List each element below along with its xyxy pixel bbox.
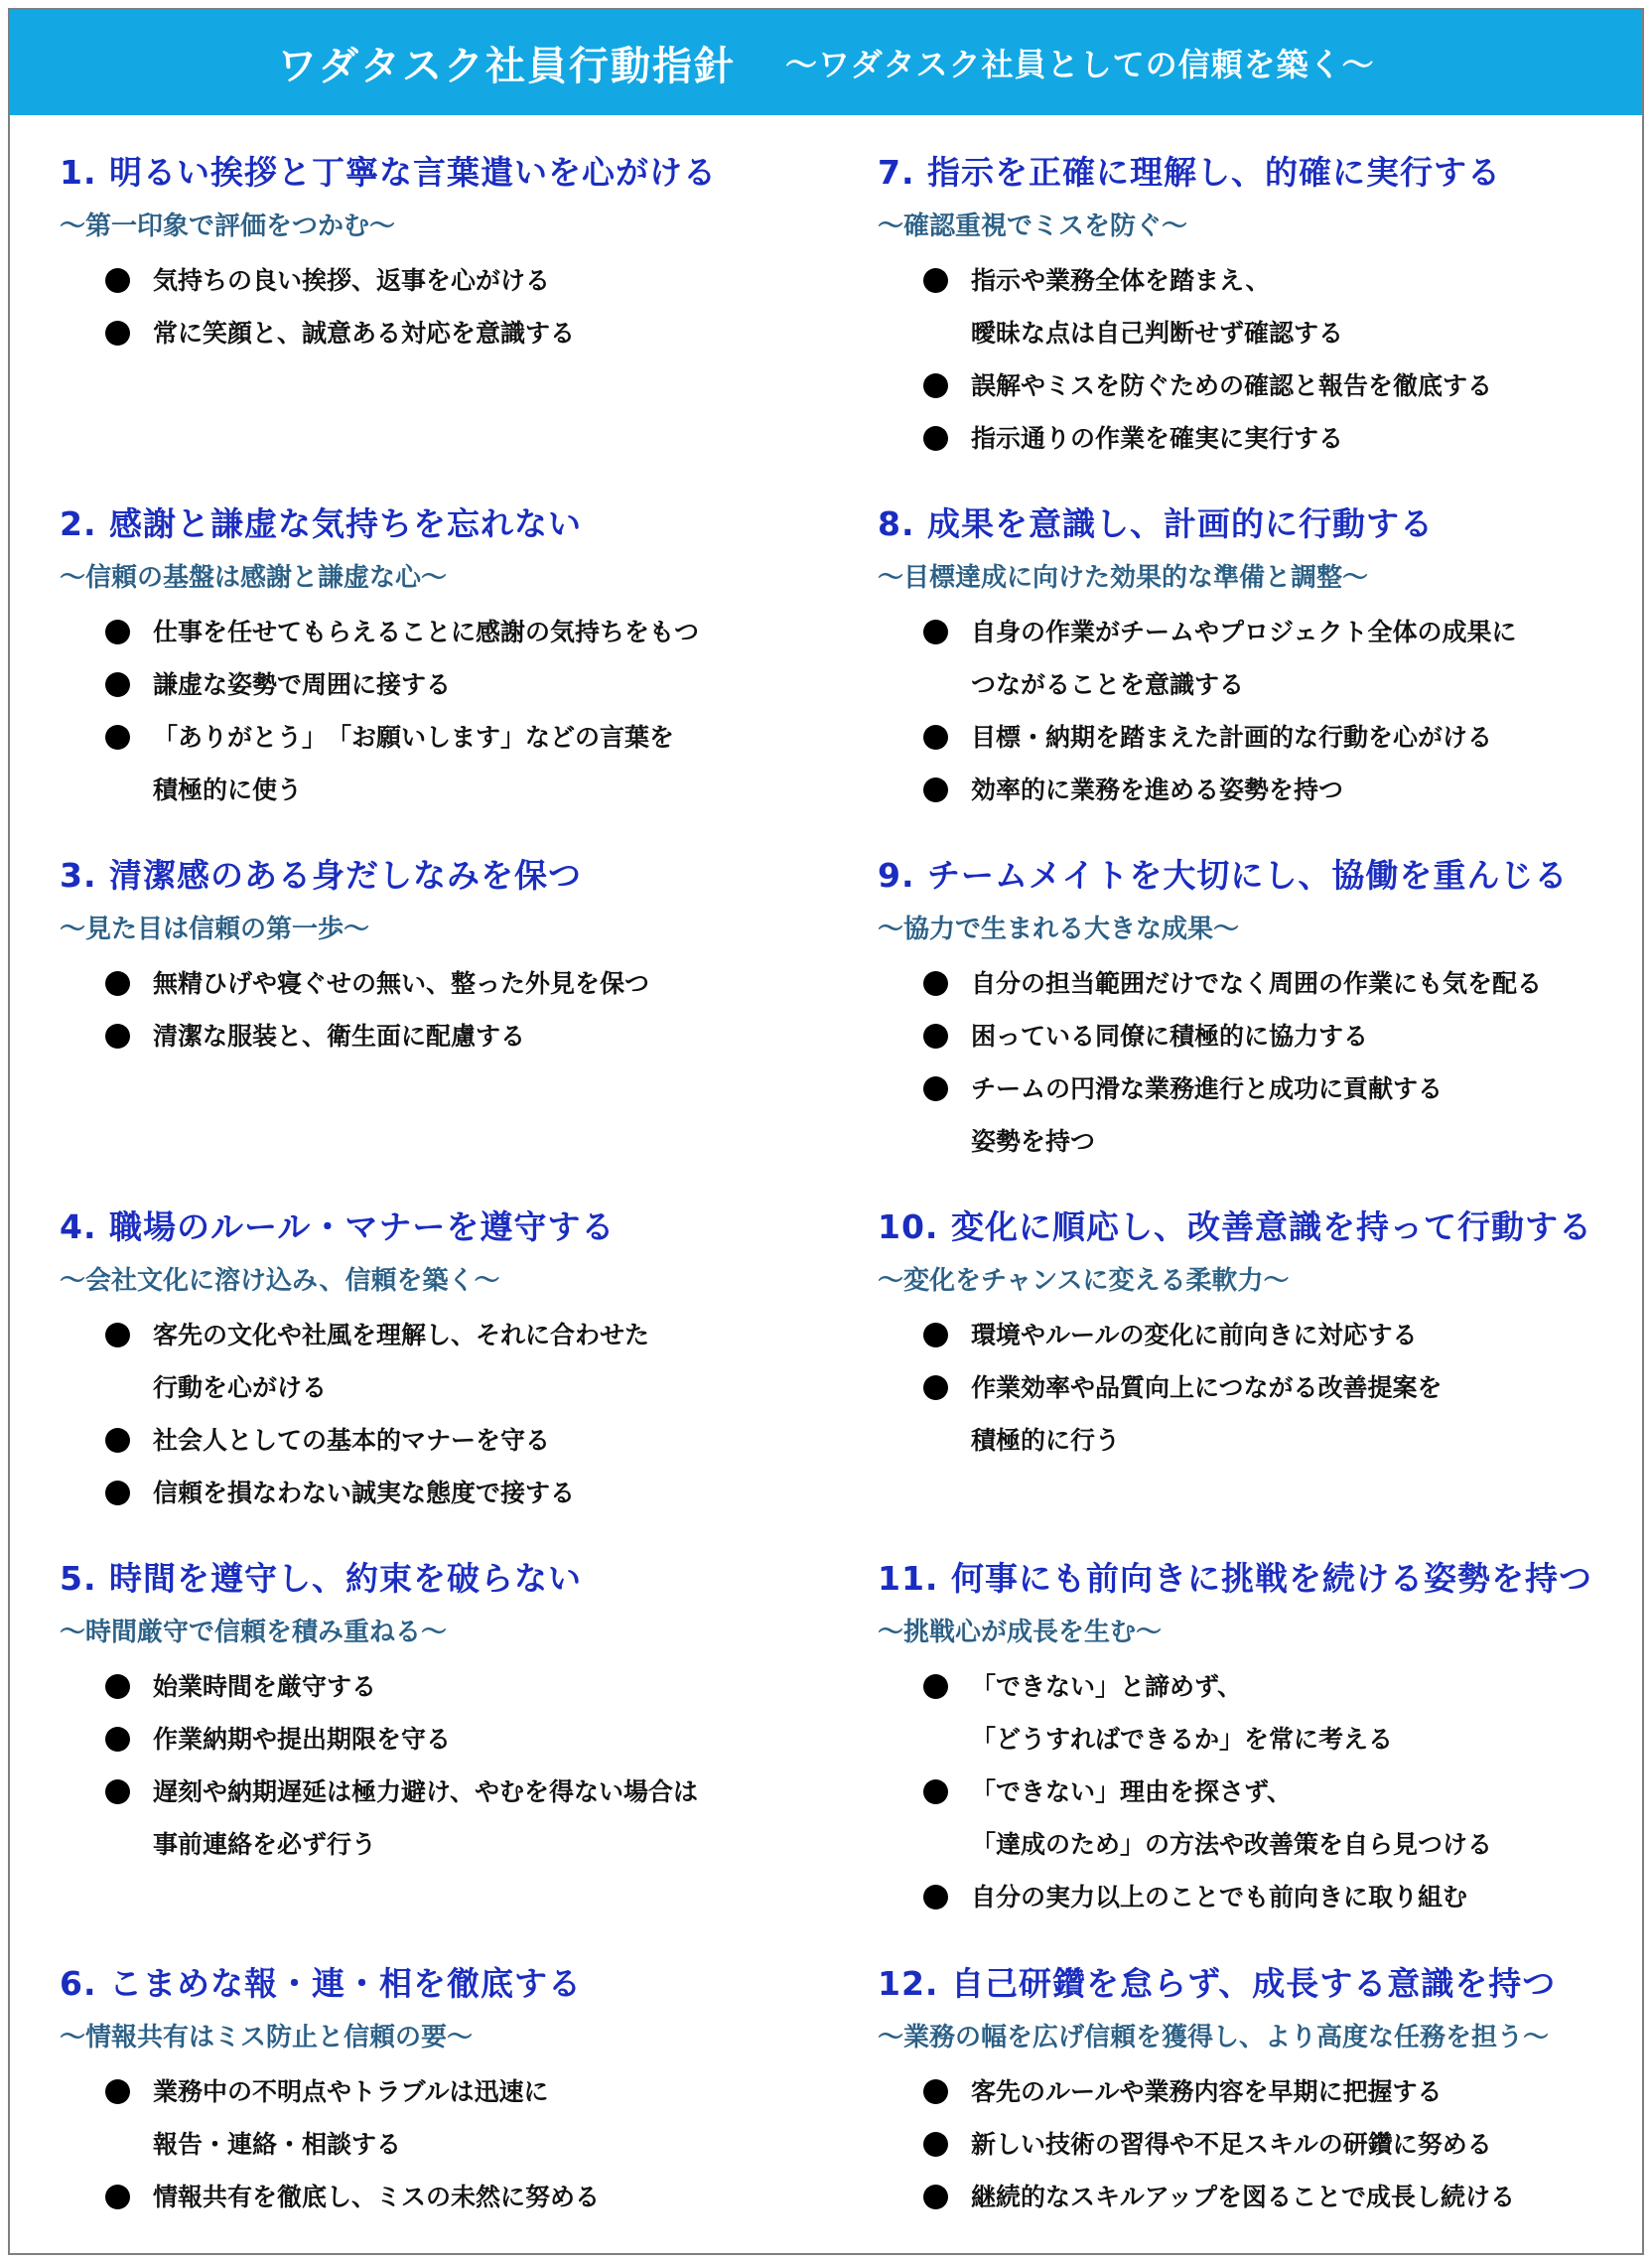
bullet-dot-icon bbox=[923, 1076, 948, 1101]
section-title: 6. こまめな報・連・相を徹底する bbox=[60, 1964, 582, 2003]
bullet-text: 気持ちの良い挨拶、返事を心がける bbox=[153, 266, 551, 295]
bullet-item bbox=[105, 957, 864, 1010]
bullet-dot-icon bbox=[105, 321, 130, 346]
bullet-item bbox=[105, 2065, 864, 2171]
section-title: 7. 指示を正確に理解し、的確に実行する bbox=[878, 153, 1501, 192]
section-title: 1. 明るい挨拶と丁寧な言葉遣いを心がける bbox=[60, 153, 717, 192]
bullet-text: 信頼を損なわない誠実な態度で接する bbox=[153, 1479, 576, 1507]
bullet-item bbox=[105, 1467, 864, 1519]
bullet-text: 指示通りの作業を確実に実行する bbox=[971, 424, 1344, 453]
bullet-item bbox=[923, 1766, 1652, 1871]
bullet-text: 指示や業務全体を踏まえ、 bbox=[971, 266, 1271, 295]
bullet-item bbox=[923, 1660, 1652, 1766]
bullet-text: 積極的に使う bbox=[153, 776, 303, 804]
bullet-text: 「ありがとう」 「お願いします」などの言葉を bbox=[153, 723, 675, 752]
bullet-item bbox=[105, 2171, 864, 2223]
section-subtitle: ～第一印象で評価をつかむ～ bbox=[60, 212, 396, 241]
bullet-list bbox=[878, 1660, 1652, 1923]
bullet-text: 「達成のため」の方法や改善策を自ら見つける bbox=[971, 1830, 1493, 1859]
bullet-text: 客先の文化や社風を理解し、それに合わせた bbox=[153, 1321, 650, 1349]
bullet-item bbox=[105, 307, 864, 359]
guideline-section bbox=[878, 850, 1652, 1168]
section-subtitle: ～時間厳守で信頼を積み重ねる～ bbox=[60, 1618, 448, 1647]
bullet-text: 「できない」理由を探さず、 bbox=[971, 1777, 1293, 1806]
bullet-text: 謙虚な姿勢で周囲に接する bbox=[153, 670, 452, 699]
bullet-item bbox=[105, 606, 864, 658]
bullet-text: 継続的なスキルアップを図ることで成長し続ける bbox=[971, 2183, 1516, 2211]
guideline-section bbox=[60, 850, 864, 1062]
bullet-text: 始業時間を厳守する bbox=[153, 1672, 377, 1701]
bullet-dot-icon bbox=[105, 1779, 130, 1804]
bullet-list bbox=[60, 606, 864, 816]
bullet-text: 効率的に業務を進める姿勢を持つ bbox=[971, 776, 1344, 804]
bullet-item bbox=[923, 412, 1652, 465]
bullet-dot-icon bbox=[105, 2079, 130, 2104]
bullet-dot-icon bbox=[923, 1674, 948, 1699]
bullet-dot-icon bbox=[923, 1885, 948, 1909]
guideline-section bbox=[878, 1202, 1652, 1467]
bullet-dot-icon bbox=[923, 426, 948, 451]
guideline-section bbox=[60, 498, 864, 816]
bullet-text: 清潔な服装と、衛生面に配慮する bbox=[153, 1022, 526, 1051]
section-subtitle: ～会社文化に溶け込み、信頼を築く～ bbox=[60, 1266, 500, 1296]
bullet-item bbox=[105, 658, 864, 711]
bullet-text: 客先のルールや業務内容を早期に把握する bbox=[971, 2077, 1443, 2106]
bullet-dot-icon bbox=[105, 1481, 130, 1505]
bullet-item bbox=[923, 606, 1652, 711]
section-subtitle: ～情報共有はミス防止と信頼の要～ bbox=[60, 2023, 474, 2052]
bullet-item bbox=[923, 2118, 1652, 2171]
section-subtitle: ～信頼の基盤は感謝と謙虚な心～ bbox=[60, 563, 448, 593]
bullet-item bbox=[923, 764, 1652, 816]
bullet-text: 仕事を任せてもらえることに感謝の気持ちをもつ bbox=[153, 618, 700, 646]
section-subtitle: ～挑戦心が成長を生む～ bbox=[878, 1618, 1163, 1647]
bullet-list bbox=[60, 1660, 864, 1871]
guideline-section bbox=[60, 1958, 864, 2223]
bullet-item bbox=[105, 1713, 864, 1766]
bullet-dot-icon bbox=[923, 1323, 948, 1347]
section-subtitle: ～協力で生まれる大きな成果～ bbox=[878, 915, 1240, 944]
section-subtitle: ～変化をチャンスに変える柔軟力～ bbox=[878, 1266, 1290, 1296]
section-subtitle: ～見た目は信頼の第一歩～ bbox=[60, 915, 370, 944]
bullet-dot-icon bbox=[923, 1024, 948, 1049]
page-subtitle: ～ワダタスク社員としての信頼を築く～ bbox=[784, 46, 1375, 83]
bullet-text: 「どうすればできるか」を常に考える bbox=[971, 1725, 1394, 1754]
bullet-text: 環境やルールの変化に前向きに対応する bbox=[971, 1321, 1418, 1349]
bullet-dot-icon bbox=[105, 725, 130, 750]
bullet-item bbox=[923, 2171, 1652, 2223]
bullet-text: 遅刻や納期遅延は極力避け、やむを得ない場合は bbox=[153, 1777, 699, 1806]
bullet-dot-icon bbox=[105, 620, 130, 644]
bullet-text: 新しい技術の習得や不足スキルの研鑽に努める bbox=[971, 2130, 1492, 2159]
bullet-item bbox=[923, 359, 1652, 412]
bullet-item bbox=[923, 1010, 1652, 1062]
bullet-text: 作業効率や品質向上につながる改善提案を bbox=[971, 1373, 1443, 1402]
section-title: 8. 成果を意識し、計画的に行動する bbox=[878, 504, 1434, 543]
guideline-section bbox=[60, 1553, 864, 1871]
page-title: ワダタスク社員行動指針 bbox=[277, 43, 736, 89]
bullet-dot-icon bbox=[105, 268, 130, 293]
bullet-text: 社会人としての基本的マナーを守る bbox=[153, 1426, 551, 1455]
bullet-text: 自分の担当範囲だけでなく周囲の作業にも気を配る bbox=[971, 969, 1543, 998]
bullet-list bbox=[878, 1309, 1652, 1467]
bullet-dot-icon bbox=[923, 725, 948, 750]
bullet-list bbox=[60, 957, 864, 1062]
guideline-sheet bbox=[8, 8, 1644, 2255]
bullet-text: 無精ひげや寝ぐせの無い、整った外見を保つ bbox=[153, 969, 650, 998]
bullet-dot-icon bbox=[105, 1428, 130, 1453]
bullet-item bbox=[105, 1414, 864, 1467]
bullet-dot-icon bbox=[105, 2185, 130, 2209]
bullet-text: チームの円滑な業務進行と成功に貢献する bbox=[971, 1074, 1444, 1103]
bullet-list bbox=[878, 2065, 1652, 2223]
guideline-section bbox=[60, 1202, 864, 1519]
bullet-dot-icon bbox=[923, 620, 948, 644]
bullet-text: 「できない」と諦めず、 bbox=[971, 1672, 1243, 1701]
bullet-text: 自身の作業がチームやプロジェクト全体の成果に bbox=[971, 618, 1517, 646]
bullet-dot-icon bbox=[923, 1779, 948, 1804]
section-subtitle: ～業務の幅を広げ信頼を獲得し、より高度な任務を担う～ bbox=[878, 2023, 1550, 2052]
header-banner bbox=[10, 10, 1642, 115]
section-subtitle: ～確認重視でミスを防ぐ～ bbox=[878, 212, 1188, 241]
bullet-item bbox=[923, 711, 1652, 764]
bullet-dot-icon bbox=[923, 2132, 948, 2157]
bullet-list bbox=[60, 2065, 864, 2223]
section-title: 10. 変化に順応し、改善意識を持って行動する bbox=[878, 1207, 1592, 1246]
bullet-text: つながることを意識する bbox=[971, 670, 1245, 699]
guideline-section bbox=[60, 147, 864, 359]
bullet-item bbox=[105, 254, 864, 307]
bullet-text: 姿勢を持つ bbox=[971, 1127, 1096, 1156]
bullet-dot-icon bbox=[923, 1375, 948, 1400]
bullet-text: 常に笑顔と、誠意ある対応を意識する bbox=[153, 319, 576, 348]
bullet-item bbox=[923, 1062, 1652, 1168]
bullet-dot-icon bbox=[923, 2079, 948, 2104]
bullet-text: 積極的に行う bbox=[971, 1426, 1121, 1455]
bullet-text: 自分の実力以上のことでも前向きに取り組む bbox=[971, 1883, 1468, 1911]
guideline-section bbox=[878, 498, 1652, 816]
bullet-text: 行動を心がける bbox=[153, 1373, 328, 1402]
bullet-dot-icon bbox=[105, 971, 130, 996]
bullet-item bbox=[923, 254, 1652, 359]
bullet-list bbox=[878, 606, 1652, 816]
bullet-text: 業務中の不明点やトラブルは迅速に bbox=[153, 2077, 549, 2106]
bullet-text: 事前連絡を必ず行う bbox=[153, 1830, 377, 1859]
bullet-list bbox=[60, 254, 864, 359]
bullet-text: 情報共有を徹底し、ミスの未然に努める bbox=[153, 2183, 601, 2211]
bullet-list bbox=[878, 254, 1652, 465]
guideline-section bbox=[878, 1958, 1652, 2223]
bullet-text: 作業納期や提出期限を守る bbox=[153, 1725, 452, 1754]
bullet-dot-icon bbox=[923, 2185, 948, 2209]
section-title: 9. チームメイトを大切にし、協働を重んじる bbox=[878, 856, 1569, 895]
bullet-item bbox=[105, 1309, 864, 1414]
bullet-item bbox=[105, 1660, 864, 1713]
guideline-section bbox=[878, 147, 1652, 465]
section-subtitle: ～目標達成に向けた効果的な準備と調整～ bbox=[878, 563, 1369, 593]
bullet-item bbox=[923, 1309, 1652, 1361]
section-title: 5. 時間を遵守し、約束を破らない bbox=[60, 1559, 582, 1598]
guideline-section bbox=[878, 1553, 1652, 1923]
bullet-dot-icon bbox=[105, 1674, 130, 1699]
bullet-item bbox=[923, 957, 1652, 1010]
bullet-dot-icon bbox=[923, 778, 948, 802]
bullet-dot-icon bbox=[923, 971, 948, 996]
bullet-dot-icon bbox=[923, 268, 948, 293]
bullet-dot-icon bbox=[105, 1024, 130, 1049]
bullet-text: 困っている同僚に積極的に協力する bbox=[971, 1022, 1369, 1051]
bullet-item bbox=[105, 711, 864, 816]
bullet-dot-icon bbox=[105, 672, 130, 697]
bullet-list bbox=[878, 957, 1652, 1168]
section-title: 2. 感謝と謙虚な気持ちを忘れない bbox=[60, 504, 582, 543]
section-title: 4. 職場のルール・マナーを遵守する bbox=[60, 1207, 616, 1246]
bullet-dot-icon bbox=[105, 1323, 130, 1347]
bullet-dot-icon bbox=[105, 1727, 130, 1752]
bullet-list bbox=[60, 1309, 864, 1519]
bullet-item bbox=[105, 1766, 864, 1871]
bullet-text: 報告・連絡・相談する bbox=[153, 2130, 402, 2159]
bullet-dot-icon bbox=[923, 373, 948, 398]
bullet-item bbox=[923, 2065, 1652, 2118]
bullet-text: 曖昧な点は自己判断せず確認する bbox=[971, 319, 1344, 348]
section-title: 11. 何事にも前向きに挑戦を続ける姿勢を持つ bbox=[878, 1559, 1592, 1598]
bullet-text: 目標・納期を踏まえた計画的な行動を心がける bbox=[971, 723, 1493, 752]
bullet-item bbox=[923, 1361, 1652, 1467]
bullet-text: 誤解やミスを防ぐための確認と報告を徹底する bbox=[971, 371, 1493, 400]
section-title: 12. 自己研鑽を怠らず、成長する意識を持つ bbox=[878, 1964, 1557, 2003]
section-title: 3. 清潔感のある身だしなみを保つ bbox=[60, 856, 582, 895]
bullet-item bbox=[105, 1010, 864, 1062]
bullet-item bbox=[923, 1871, 1652, 1923]
